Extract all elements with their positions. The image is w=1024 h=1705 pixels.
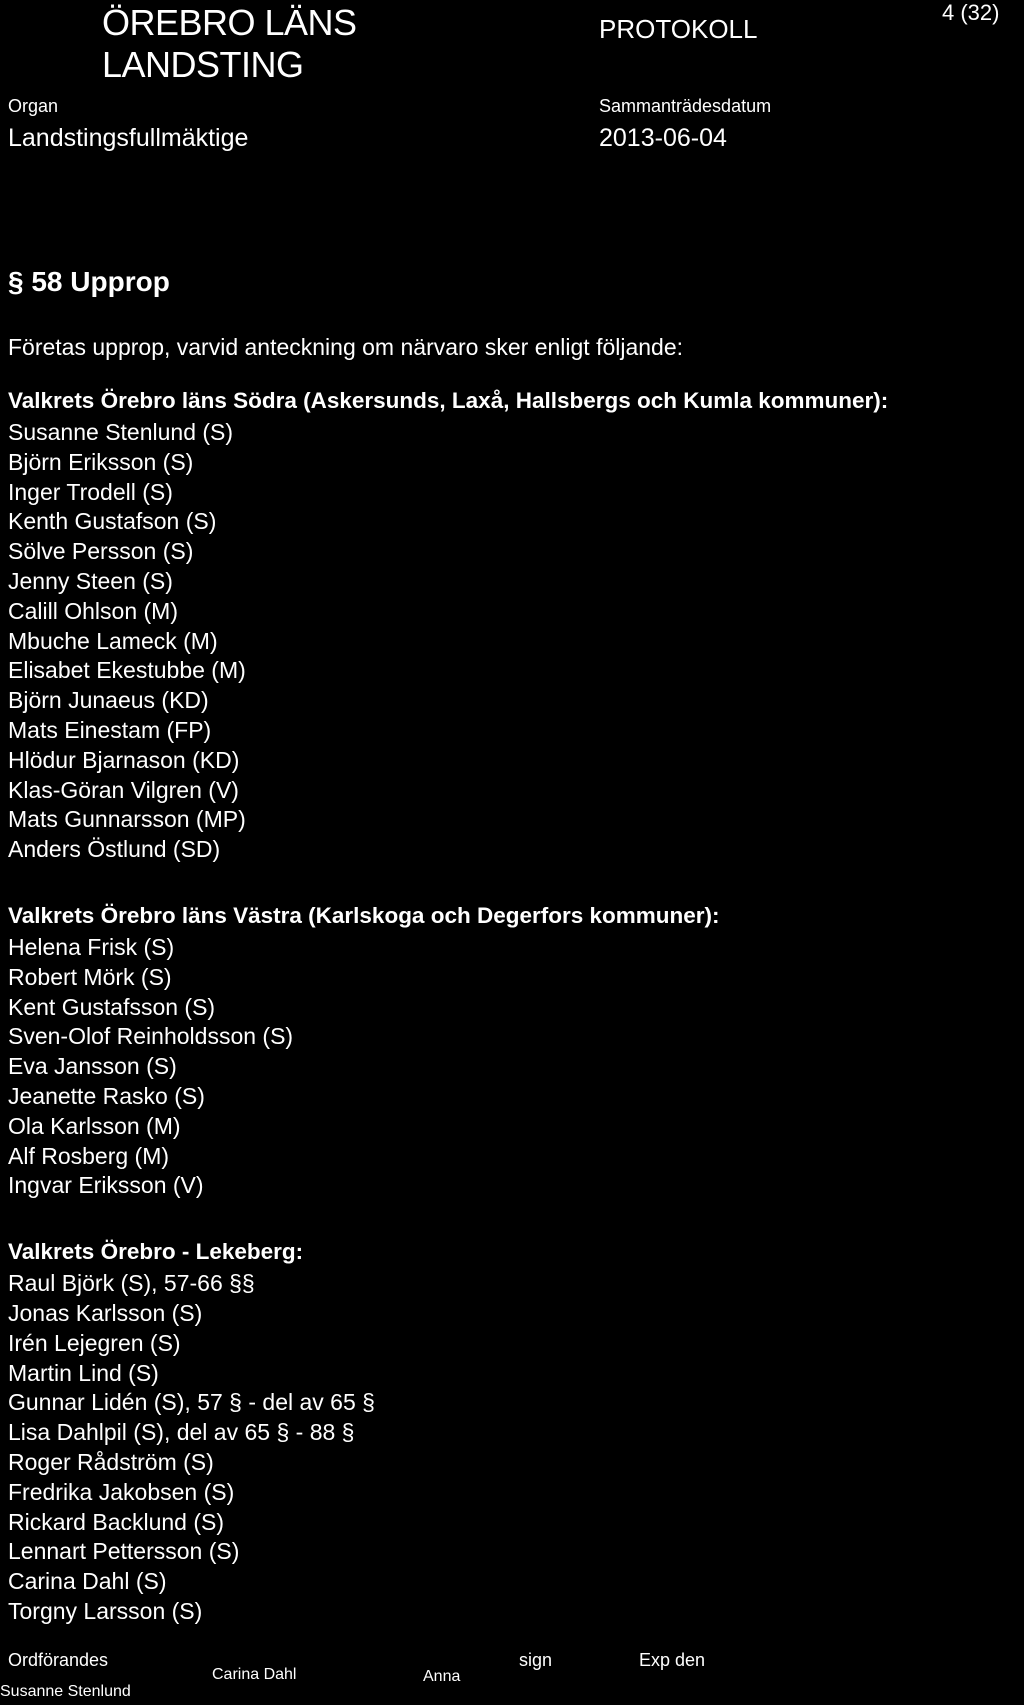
member-item: Martin Lind (S) [8, 1359, 159, 1386]
member-item: Lisa Dahlpil (S), del av 65 § - 88 § [8, 1419, 355, 1446]
member-list [8, 1269, 1013, 1627]
intro-text: Företas upprop, varvid anteckning om närvaro sker enligt följande: [8, 334, 684, 360]
sign-label: sign [519, 1650, 553, 1670]
member-item: Robert Mörk (S) [8, 963, 172, 990]
member-list [8, 418, 1013, 865]
signature-2: Carina Dahl [212, 1666, 297, 1683]
member-list [8, 933, 1013, 1201]
district-block [8, 384, 1013, 865]
member-item: Ola Karlsson (M) [8, 1112, 181, 1139]
member-item: Roger Rådström (S) [8, 1448, 214, 1475]
member-item: Inger Trodell (S) [8, 478, 173, 505]
member-item: Mbuche Lameck (M) [8, 627, 218, 654]
member-item: Klas-Göran Vilgren (V) [8, 776, 239, 803]
member-item: Lennart Pettersson (S) [8, 1538, 240, 1565]
member-item: Calill Ohlson (M) [8, 597, 178, 624]
member-item: Björn Junaeus (KD) [8, 687, 209, 714]
member-item: Anders Östlund (SD) [8, 836, 221, 863]
member-item: Gunnar Lidén (S), 57 § - del av 65 § [8, 1389, 375, 1416]
member-item: Alf Rosberg (M) [8, 1142, 170, 1169]
member-item: Kent Gustafsson (S) [8, 993, 216, 1020]
member-item: Raul Björk (S), 57-66 §§ [8, 1270, 255, 1297]
member-item: Susanne Stenlund (S) [8, 419, 234, 445]
member-item: Rickard Backlund (S) [8, 1508, 225, 1535]
member-item: Carina Dahl (S) [8, 1568, 167, 1595]
signature-1: Susanne Stenlund [0, 1683, 131, 1700]
member-item: Eva Jansson (S) [8, 1053, 177, 1080]
member-item: Björn Eriksson (S) [8, 448, 194, 475]
organization-name [102, 2, 357, 86]
member-item: Elisabet Ekestubbe (M) [8, 657, 246, 684]
organ-label: Organ [8, 96, 59, 116]
document-type: PROTOKOLL [599, 14, 758, 44]
member-item: Helena Frisk (S) [8, 933, 175, 960]
date-value: 2013-06-04 [599, 124, 727, 152]
member-item: Mats Einestam (FP) [8, 716, 212, 743]
member-item: Jenny Steen (S) [8, 567, 173, 594]
member-item: Hlödur Bjarnason (KD) [8, 746, 240, 773]
district-block [8, 1235, 1013, 1627]
district-block [8, 899, 1013, 1201]
member-item: Fredrika Jakobsen (S) [8, 1478, 235, 1505]
organ-value: Landstingsfullmäktige [8, 124, 249, 152]
member-item: Irén Lejegren (S) [8, 1329, 181, 1356]
page-number: 4 (32) [942, 0, 1000, 25]
organization-name-line2: LANDSTING [102, 44, 304, 85]
chair-sign-label: Ordförandes [8, 1650, 109, 1670]
district-heading: Valkrets Örebro läns Västra (Karlskoga och Degerfors kommuner): [8, 902, 720, 928]
date-label: Sammanträdesdatum [599, 96, 772, 116]
district-heading: Valkrets Örebro läns Södra (Askersunds, Laxå, Hallsbergs och Kumla kommuner): [8, 388, 889, 413]
signature-3: Anna [423, 1668, 461, 1685]
member-item: Kenth Gustafson (S) [8, 508, 217, 535]
district-heading: Valkrets Örebro - Lekeberg: [8, 1239, 304, 1265]
member-item: Sven-Olof Reinholdsson (S) [8, 1023, 294, 1050]
districts-container [8, 384, 1013, 1661]
member-item: Mats Gunnarsson (MP) [8, 806, 246, 833]
member-item: Jonas Karlsson (S) [8, 1299, 203, 1326]
organization-name-line1: ÖREBRO LÄNS [102, 2, 357, 43]
member-item: Torgny Larsson (S) [8, 1597, 203, 1624]
member-item: Jeanette Rasko (S) [8, 1082, 205, 1109]
section-title: § 58 Upprop [8, 266, 170, 297]
member-item: Sölve Persson (S) [8, 538, 194, 565]
exp-label: Exp den [639, 1650, 706, 1670]
member-item: Ingvar Eriksson (V) [8, 1172, 204, 1199]
